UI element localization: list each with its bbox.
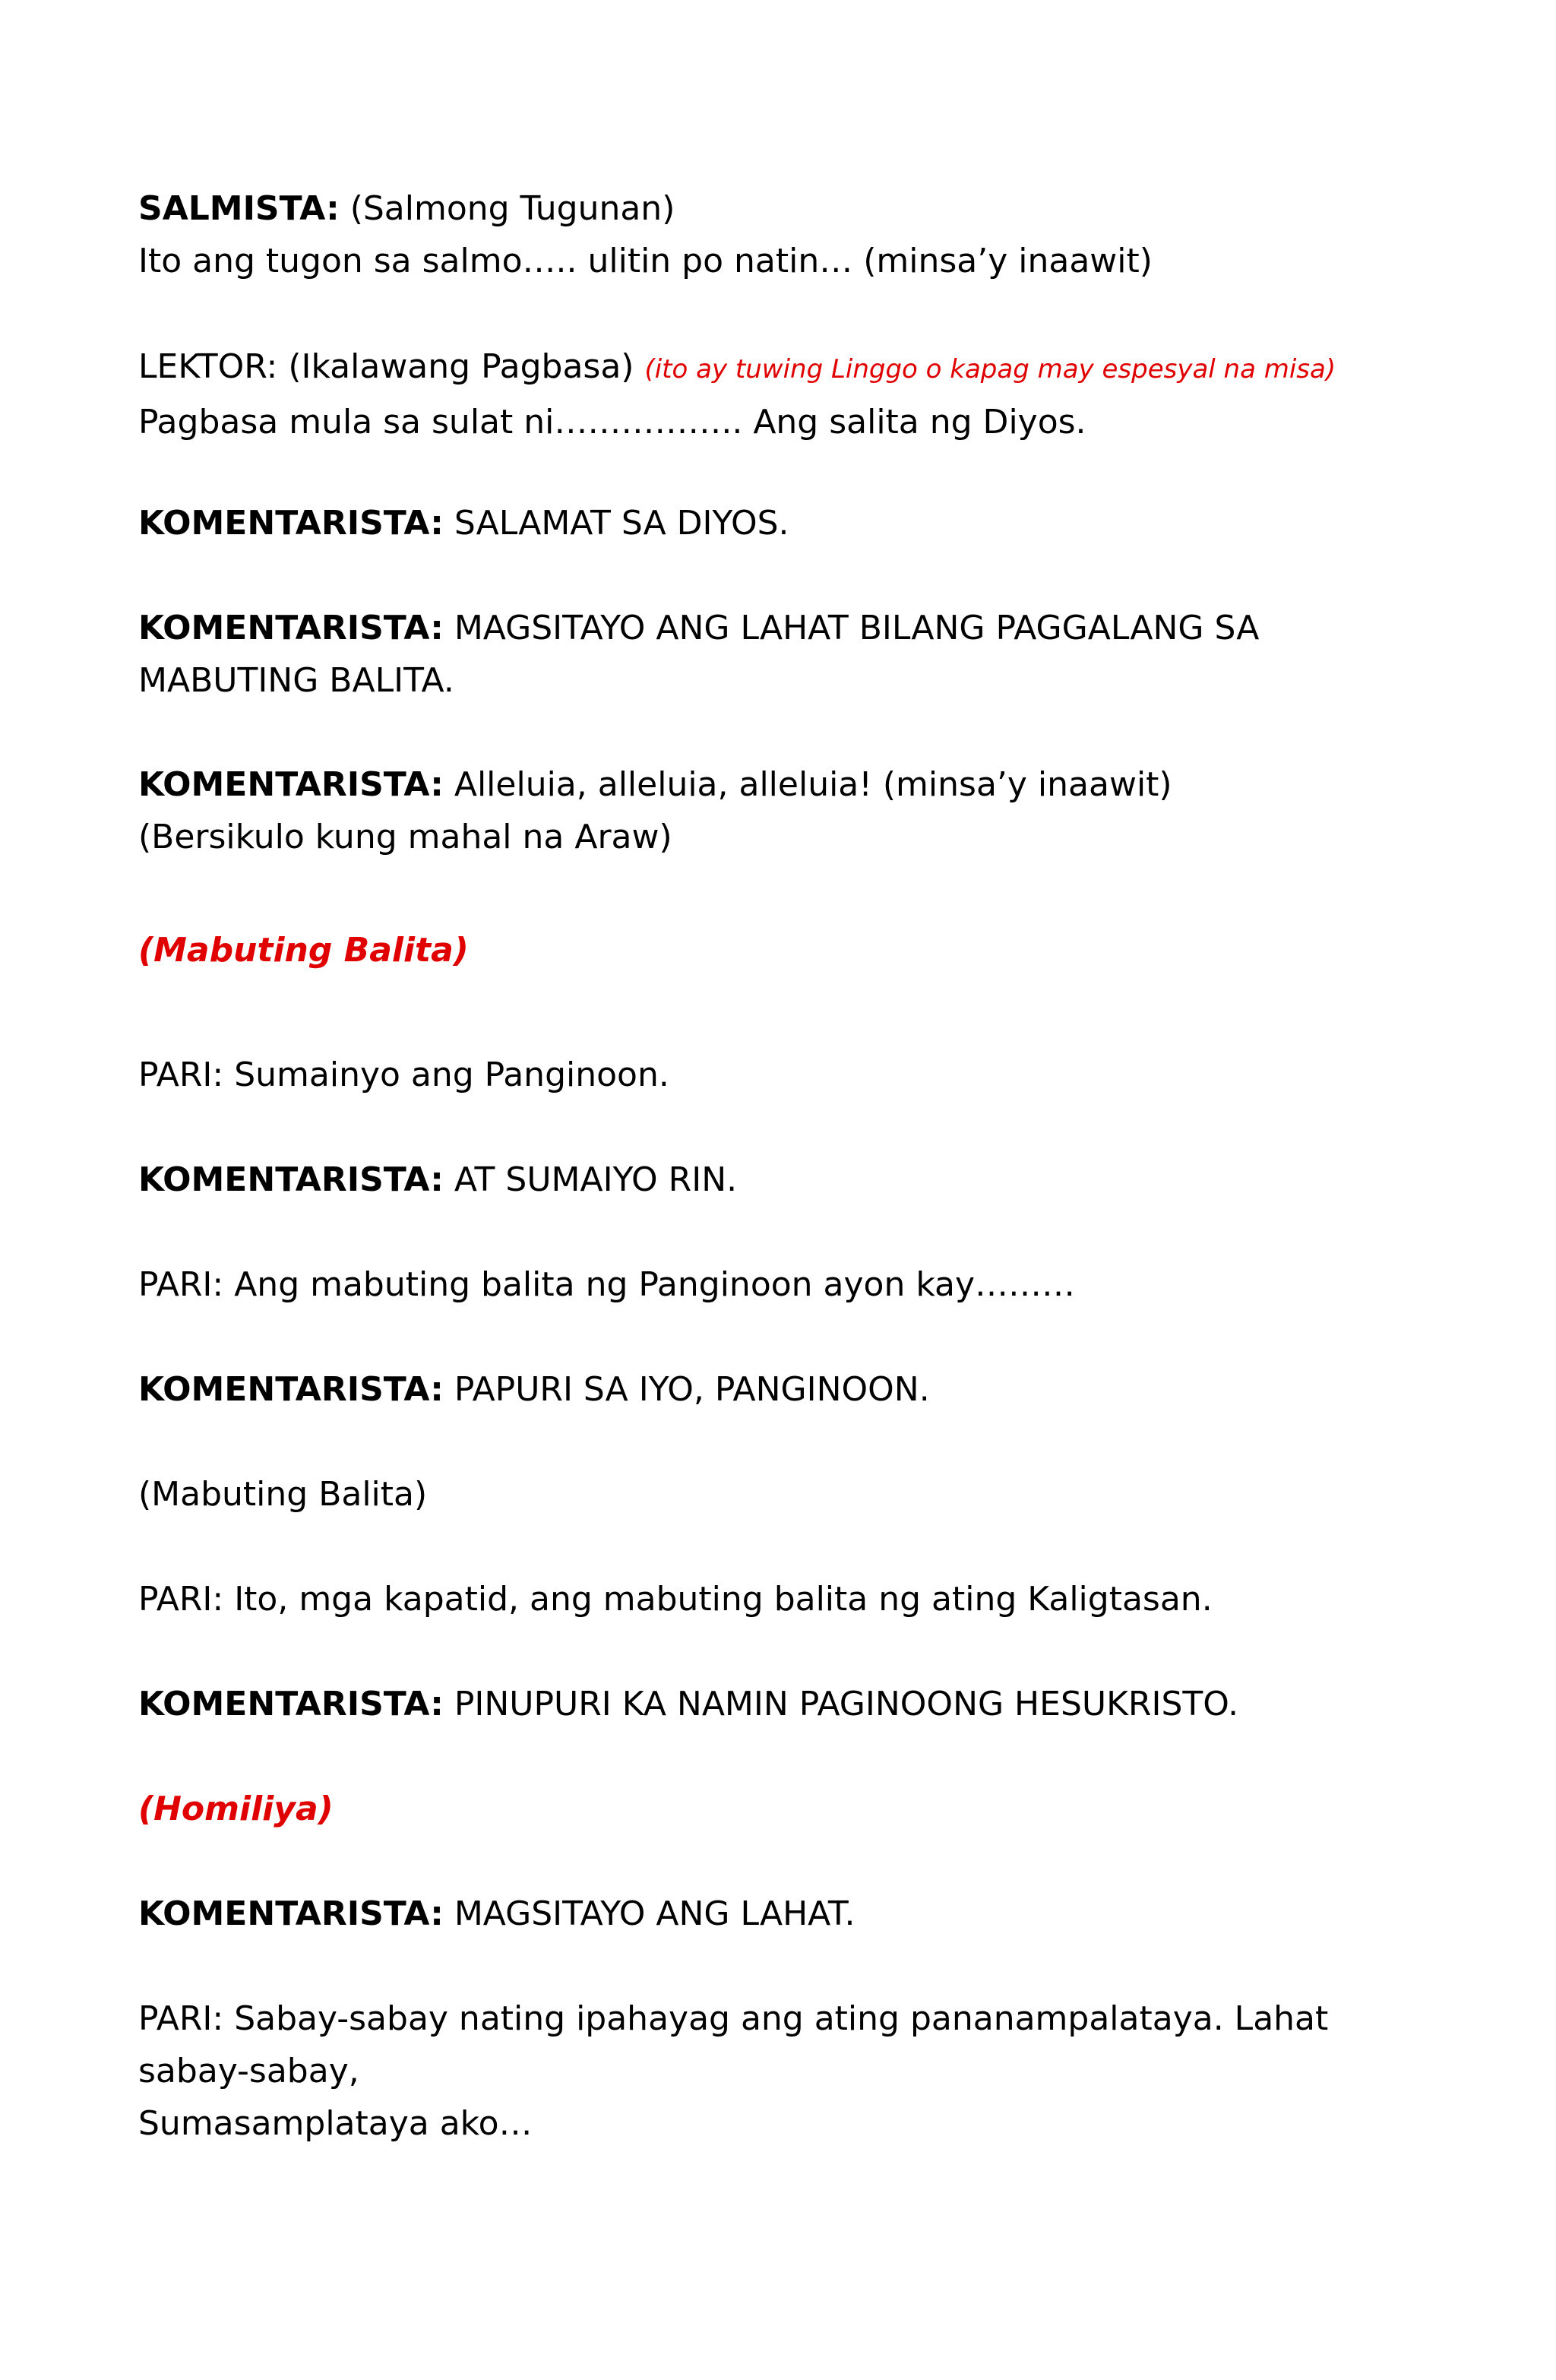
pari-block — [138, 1573, 1430, 1625]
block-text: (Salmong Tugunan) — [349, 189, 675, 228]
block-text: Ang mabuting balita ng Panginoon ayon kay……… — [234, 1265, 1076, 1304]
block-text: MAGSITAYO ANG LAHAT BILANG PAGGALANG SA — [454, 609, 1260, 647]
komentarista-block — [138, 497, 1430, 549]
block-text: PAPURI SA IYO, PANGINOON. — [454, 1370, 930, 1409]
block-text: Alleluia, alleluia, alleluia! (minsa’y inaawit) — [454, 765, 1172, 804]
speaker-label: LEKTOR: — [138, 347, 278, 386]
plain-block — [138, 1468, 1430, 1521]
komentarista-block — [138, 1363, 1430, 1416]
block-text: (Mabuting Balita) — [138, 1475, 428, 1514]
block-text: AT SUMAIYO RIN. — [454, 1160, 738, 1199]
komentarista-block — [138, 758, 1430, 863]
section-heading: (Mabuting Balita) — [138, 931, 469, 970]
section-heading: (Homiliya) — [138, 1790, 334, 1828]
block-text: (Ikalawang Pagbasa) — [288, 347, 634, 386]
speaker-label: PARI: — [138, 1055, 224, 1094]
komentarista-block — [138, 602, 1430, 707]
block-text: (Bersikulo kung mahal na Araw) — [138, 818, 672, 856]
block-text: sabay-sabay, — [138, 2052, 359, 2090]
block-text: Sabay-sabay nating ipahayag ang ating pananampalataya. Lahat — [234, 1999, 1329, 2038]
block-text: Sumainyo ang Panginoon. — [234, 1055, 669, 1094]
rubric-note: (ito ay tuwing Linggo o kapag may espesyal na misa) — [644, 354, 1336, 385]
speaker-label: PARI: — [138, 1265, 224, 1304]
block-text: Sumasamplataya ako… — [138, 2104, 533, 2143]
lektor-block — [138, 340, 1430, 448]
speaker-label: KOMENTARISTA: — [138, 1685, 444, 1723]
block-text: Pagbasa mula sa sulat ni…………….. Ang salita ng Diyos. — [138, 403, 1086, 442]
speaker-label: PARI: — [138, 1999, 224, 2038]
speaker-label: PARI: — [138, 1580, 224, 1619]
speaker-label: KOMENTARISTA: — [138, 765, 444, 804]
speaker-label: KOMENTARISTA: — [138, 609, 444, 647]
komentarista-block — [138, 1678, 1430, 1730]
block-text: Ito ang tugon sa salmo….. ulitin po natin… (minsa’y inaawit) — [138, 242, 1153, 280]
block-text: MABUTING BALITA. — [138, 661, 454, 700]
block-text: SALAMAT SA DIYOS. — [454, 504, 789, 543]
komentarista-block — [138, 1888, 1430, 1940]
speaker-label: KOMENTARISTA: — [138, 504, 444, 543]
speaker-label: SALMISTA: — [138, 189, 340, 228]
block-text: Ito, mga kapatid, ang mabuting balita ng ating Kaligtasan. — [234, 1580, 1213, 1619]
speaker-label: KOMENTARISTA: — [138, 1370, 444, 1409]
block-text: PINUPURI KA NAMIN PAGINOONG HESUKRISTO. — [454, 1685, 1239, 1723]
salmista-block — [138, 182, 1430, 287]
speaker-label: KOMENTARISTA: — [138, 1160, 444, 1199]
komentarista-block — [138, 1154, 1430, 1206]
pari-block — [138, 1258, 1430, 1311]
pari-block — [138, 1049, 1430, 1101]
speaker-label: KOMENTARISTA: — [138, 1894, 444, 1933]
block-text: MAGSITAYO ANG LAHAT. — [454, 1894, 855, 1933]
pari-block — [138, 1992, 1430, 2150]
